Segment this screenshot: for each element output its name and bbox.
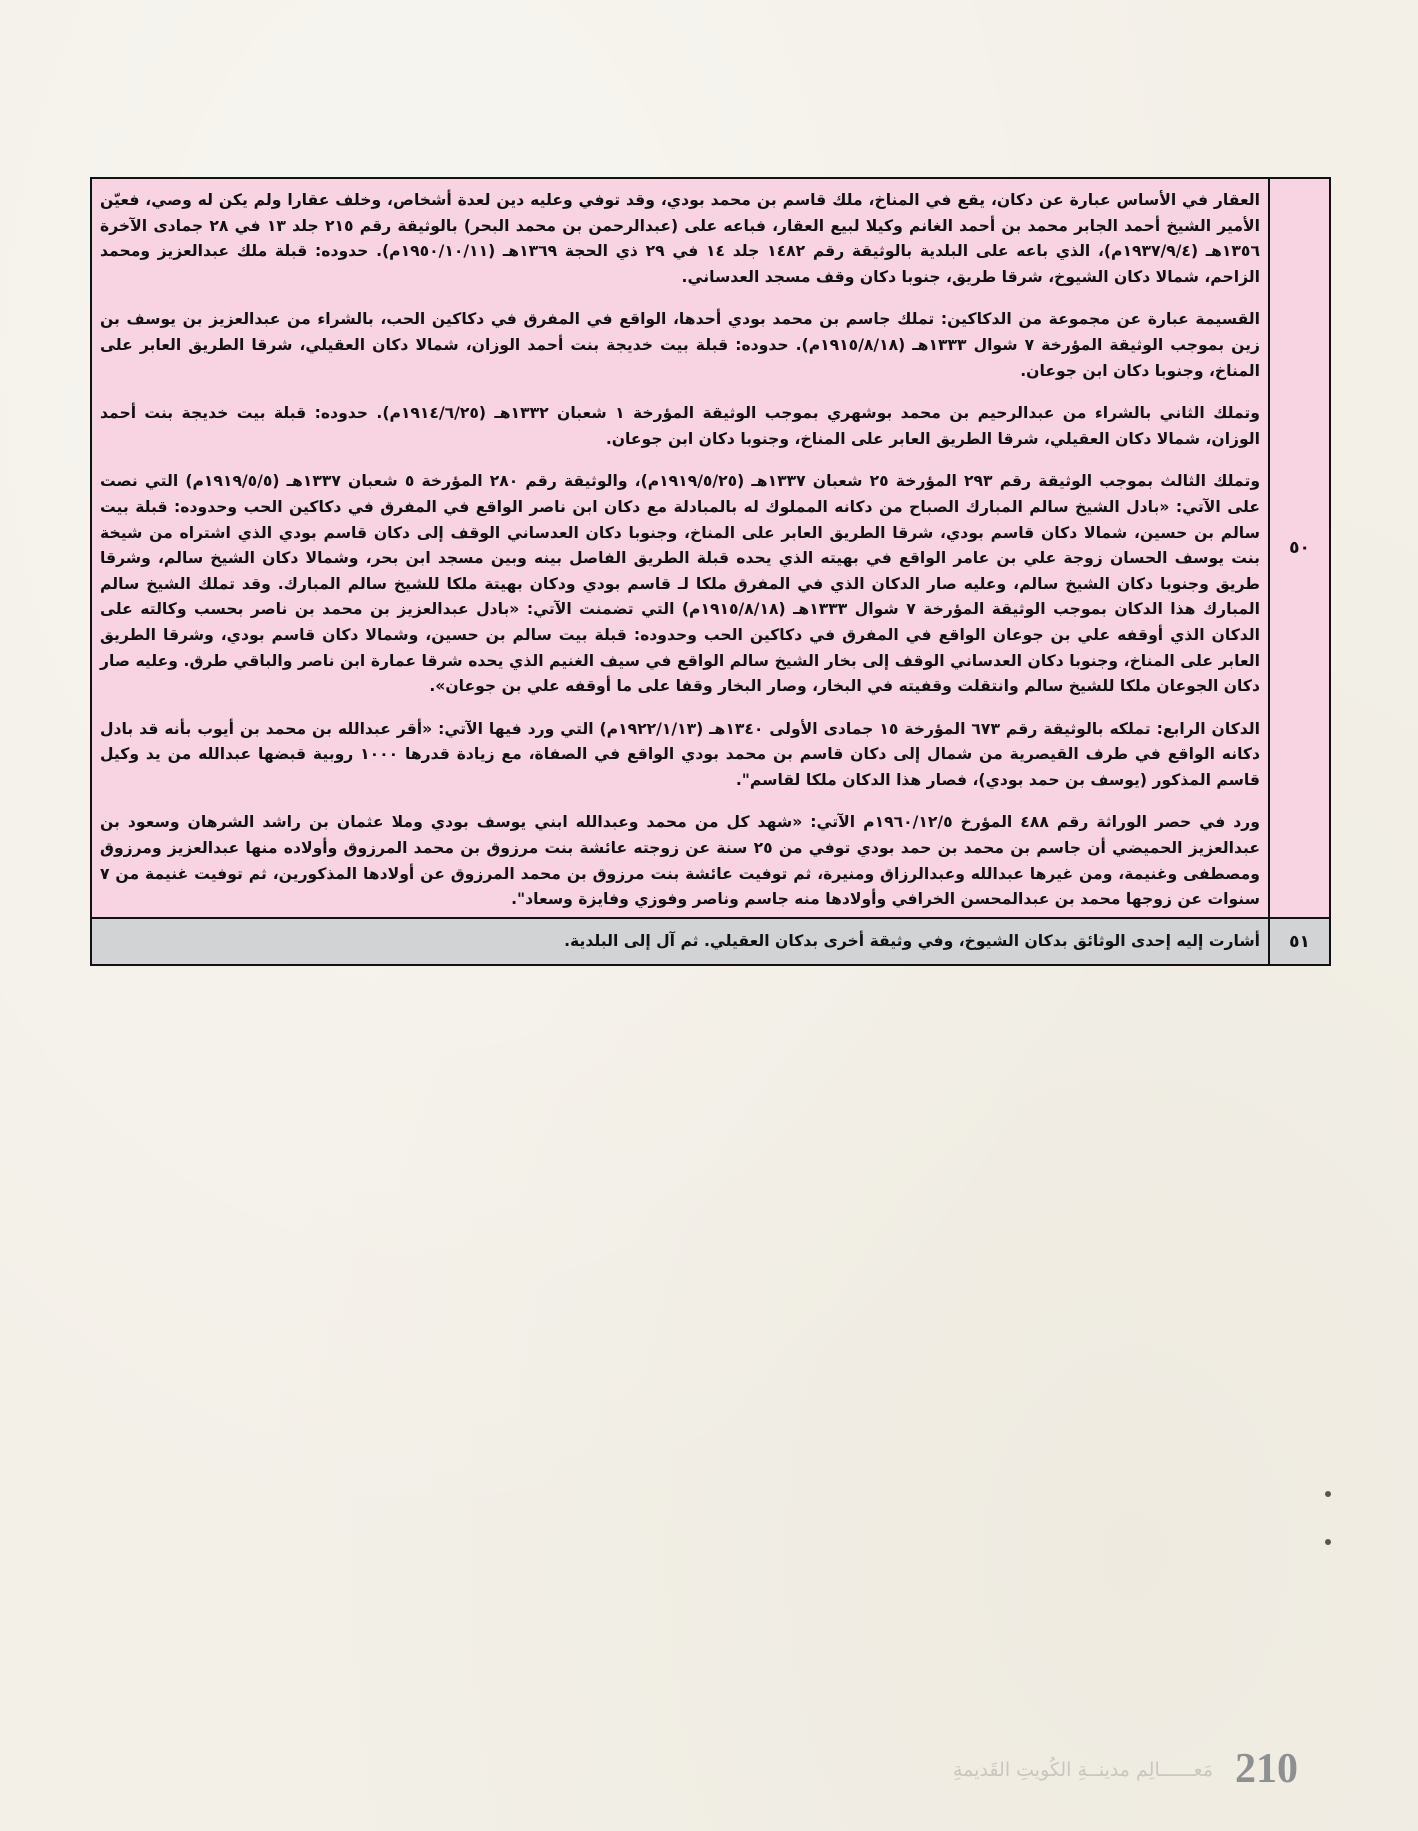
page-number: 210	[1235, 1746, 1298, 1792]
page-footer	[953, 1748, 1298, 1790]
margin-dot-icon	[1325, 1491, 1331, 1497]
paragraph: وتملك الثالث بموجب الوثيقة رقم ٢٩٣ المؤرخة ٢٥ شعبان ١٣٣٧هـ (١٩١٩/٥/٢٥م)، والوثيقة رقم ٢٨٠ المؤرخة ٥ شعبان ١٣٣٧هـ (١٩١٩/٥/٥م) التي نصت على الآتي: «بادل الشيخ سالم المبارك الصباح من دكانه المملوك له بالمبادلة مع دكان ابن ناصر الواقع في المفرق في دكاكين الحب وحدوده: قبلة بيت سالم بن حسين، شمالا دكان قاسم بودي، شرقا الطريق العابر على المناخ، وجنوبا دكان العدساني الوقف إلى دكان قاسم بودي الذي اشتراه من شيخة بنت يوسف الحسان زوجة علي بن عامر الواقع في بهيته الذي يحده قبلة الطريق الفاصل بينه وبين مسجد ابن بحر، وشمالا دكان الشيخ سالم، وشرقا طريق وجنوبا دكان الشيخ سالم، وعليه صار الدكان الذي في المفرق ملكا لـ قاسم بودي ودكان بهيتة ملكا للشيخ سالم المبارك. وقد تملك الشيخ سالم المبارك هذا الدكان بموجب الوثيقة المؤرخة ٧ شوال ١٣٣٣هـ (١٩١٥/٨/١٨م) التي تضمنت الآتي: «بادل عبدالعزيز بن محمد بن ناصر بحسب وكالته على الدكان الذي أوقفه علي بن جوعان الواقع في المفرق في دكاكين الحب وحدوده: قبلة بيت سالم بن حسين، وشمالا دكان قاسم بودي، وشرقا الطريق العابر على المناخ، وجنوبا دكان العدساني الوقف إلى بخار الشيخ سالم الواقع في سيف الغنيم الذي يحده شرقا عمارة ابن ناصر والباقي طرق. وعليه صار دكان الجوعان ملكا للشيخ سالم وانتقلت وقفيته في البخار، وصار البخار وقفا على ما أوقفه علي بن جوعان».	[100, 472, 1261, 696]
paragraph: الدكان الرابع: تملكه بالوثيقة رقم ٦٧٣ المؤرخة ١٥ جمادى الأولى ١٣٤٠هـ (١٩٢٢/١/١٣م) التي ورد فيها الآتي: «أقر عبدالله بن محمد بن أيوب بأنه قد بادل دكانه الواقع في طرف القيصرية من شمال إلى دكان قاسم بن محمد بودي الواقع في الصفاة، مع زيادة قدرها ١٠٠٠ روبية قبضها عبدالله من يد وكيل قاسم المذكور (يوسف بن حمد بودي)، فصار هذا الدكان ملكا لقاسم".	[100, 719, 1260, 789]
paragraph: أشارت إليه إحدى الوثائق بدكان الشيوخ، وفي وثيقة أخرى بدكان العقيلي. ثم آل إلى البلدية.	[564, 931, 1260, 950]
table-row-50	[91, 178, 1330, 918]
paragraph: ورد في حصر الوراثة رقم ٤٨٨ المؤرخ ١٩٦٠/١٢/٥م الآتي: «شهد كل من محمد وعبدالله ابني يوسف بودي وملا عثمان بن راشد الشرهان وسعود بن عبدالعزيز الحميضي أن جاسم بن محمد بن حمد بودي توفي من ٢٥ سنة عن زوجته عائشة بنت مرزوق بن محمد المرزوق وأولاده منها عبدالعزيز ومرزوق ومصطفى وغنيمة، ومن غيرها عبدالله وعبدالرزاق ومنيرة، ثم توفيت عائشة بنت مرزوق بن محمد المرزوق عن أولادها المذكورين، ثم توفيت غنيمة من ٧ سنوات عن زوجها محمد بن عبدالمحسن الخرافي وأولادها منه جاسم وناصر وفوزي وفايزة وسعاد".	[100, 813, 1261, 909]
row-description	[91, 918, 1269, 966]
table-row-51	[91, 918, 1330, 966]
row-description	[91, 178, 1269, 918]
paragraph: وتملك الثاني بالشراء من عبدالرحيم بن محمد بوشهري بموجب الوثيقة المؤرخة ١ شعبان ١٣٣٢هـ (١٩١٤/٦/٢٥م). حدوده: قبلة بيت خديجة بنت أحمد الوزان، شمالا دكان العقيلي، شرقا الطريق العابر على المناخ، وجنوبا دكان ابن جوعان.	[100, 404, 1260, 448]
row-number: ٥٠	[1269, 178, 1330, 918]
property-records-table	[90, 177, 1331, 966]
paragraph: القسيمة عبارة عن مجموعة من الدكاكين: تملك جاسم بن محمد بودي أحدها، الواقع في المفرق في دكاكين الحب، بالشراء من عبدالعزيز بن يوسف بن زين بموجب الوثيقة المؤرخة ٧ شوال ١٣٣٣هـ (١٩١٥/٨/١٨م). حدوده: قبلة بيت خديجة بنت أحمد الوزان، شمالا دكان العقيلي، شرقا الطريق العابر على المناخ، وجنوبا دكان ابن جوعان.	[100, 310, 1260, 380]
paragraph: العقار في الأساس عبارة عن دكان، يقع في المناخ، ملك قاسم بن محمد بودي، وقد توفي وعليه دين لعدة أشخاص، وخلف عقارا ولم يكن له وصي، فعيّن الأمير الشيخ أحمد الجابر محمد بن أحمد الغانم وكيلا لبيع العقار، فباعه على (عبدالرحمن بن محمد البحر) بالوثيقة رقم ٢١٥ جلد ١٣ في ٢٨ جمادى الآخرة ١٣٥٦هـ (١٩٣٧/٩/٤م)، الذي باعه على البلدية بالوثيقة رقم ١٤٨٢ جلد ١٤ في ٢٩ ذي الحجة ١٣٦٩هـ (١٩٥٠/١٠/١١م). حدوده: قبلة ملك عبدالعزيز ومحمد الزاحم، شمالا دكان الشيوخ، شرقا طريق، جنوبا دكان وقف مسجد العدساني.	[100, 191, 1260, 286]
margin-dot-icon	[1325, 1539, 1331, 1545]
book-title: مَعــــــالِم مدينــةِ الكُويتِ القَديمةِ	[952, 1759, 1213, 1781]
row-number: ٥١	[1269, 918, 1330, 966]
